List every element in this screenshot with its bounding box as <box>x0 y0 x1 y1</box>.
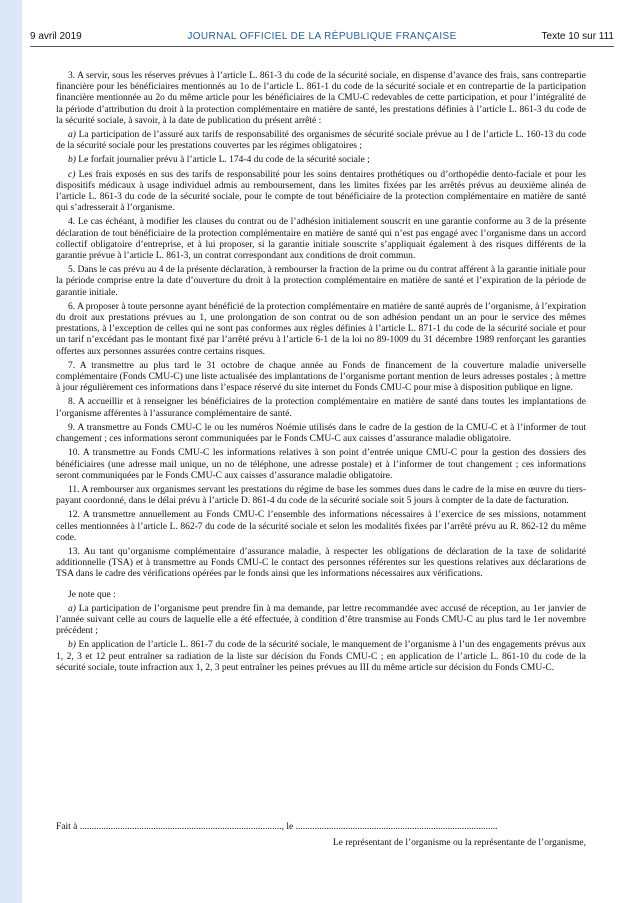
note-item-a-label: a) <box>68 603 76 614</box>
paragraph-7: 7. A transmettre au plus tard le 31 octobre de chaque année au Fonds de financement de la couverture maladie universelle complémentaire (Fonds CMU-C) une liste actualisée des implantations de l’organisme portant mention de leurs adresses postales ; à mettre à jour régulièrement ces informations dans l’espace réservé du site internet du Fonds CMU-C pour mise à disposition publique en ligne. <box>56 360 586 394</box>
paragraph-3: 3. A servir, sous les réserves prévues à l’article L. 861-3 du code de la sécurité sociale, en dispense d’avance des frais, sans contrepartie financière pour les bénéficiaires mentionnés au 1o de l’article L. 861-1 du code de la sécurité sociale et en contrepartie de la participation financière mentionnée au 2o du même article pour les bénéficiaires de la CMU-C redevables de cette participation, et pour l’intégralité de la période d’attribution du droit à la protection complémentaire en matière de santé, les prestations définies à l’article L. 861-3 du code de la sécurité sociale, à savoir, à la date de publication du présent arrêté : <box>56 71 586 126</box>
paragraph-13: 13. Au tant qu’organisme complémentaire d’assurance maladie, à respecter les obligations de déclaration de la taxe de solidarité additionnelle (TSA) et à transmettre au Fonds CMU-C le contact des personnes référentes sur les questions relatives aux déclarations de TSA dans le cadre des vérifications opérées par le fonds ainsi que les informations nécessaires aux vérifications. <box>56 546 586 580</box>
paragraph-11: 11. A rembourser aux organismes servant les prestations du régime de base les sommes dues dans le cadre de la mise en œuvre du tiers-payant coordonné, dans le délai prévu à l’article D. 861-4 du code de la sécurité sociale soit 5 jours à compter de la date de facturation. <box>56 484 586 507</box>
note-item-b <box>56 640 586 674</box>
item-c-label: c) <box>68 169 76 180</box>
paragraph-9: 9. A transmettre au Fonds CMU-C le ou les numéros Noémie utilisés dans le cadre de la gestion de la CMU-C et à l’informer de tout changement ; ces informations seront communiquées par le Fonds CMU-C aux caisses d’assurance maladie obligatoire. <box>56 422 586 445</box>
header-journal-title: JOURNAL OFFICIEL DE LA RÉPUBLIQUE FRANÇAISE <box>187 31 457 42</box>
paragraph-8: 8. A accueillir et à renseigner les bénéficiaires de la protection complémentaire en matière de santé dans toutes les implantations de l’organisme afférentes à l’assurance complémentaire de santé. <box>56 397 586 419</box>
item-a-text: La participation de l’assuré aux tarifs de responsabilité des organismes de sécurité sociale prévue au I de l’article L. 160-13 du code de la sécurité sociale pour les prestations couvertes par les régimes obligatoires ; <box>56 130 586 152</box>
paragraph-5: 5. Dans le cas prévu au 4 de la présente déclaration, à rembourser la fraction de la prime ou du contrat afférent à la garantie initiale pour la période comprise entre la date d’ouverture du droit à la protection complémentaire en matière de santé et l’expiration de la période de garantie initiale. <box>56 265 586 298</box>
signature-representative: Le représentant de l’organisme ou la représentante de l’organisme, <box>332 838 586 848</box>
page-header <box>30 30 614 47</box>
header-date: 9 avril 2019 <box>30 31 82 42</box>
document-body <box>56 71 586 677</box>
paragraph-4: 4. Le cas échéant, à modifier les clauses du contrat ou de l’adhésion initialement souscrit en une garantie conforme au 3 de la présente déclaration de tout bénéficiaire de la protection complémentaire en matière de santé qui n’est pas engagé avec l’organisme dans un accord collectif obligatoire d’entreprise, et à lui proposer, si la garantie initiale souscrite s’appliquait également à des risques différents de la garantie prévue à l’article L. 861-3, un contrat correspondant aux conditions de droit commun. <box>56 217 586 262</box>
page-margin-band <box>0 0 22 903</box>
item-a-label: a) <box>68 130 76 141</box>
paragraph-10: 10. A transmettre au Fonds CMU-C les informations relatives à son point d’entrée unique CMU-C pour la gestion des dossiers des bénéficiaires (une adresse mail unique, un no de téléphone, une adresse postale) et à l’informer de tout changement ; ces informations seront communiquées par le Fonds CMU-C aux caisses d’assurance maladie obligatoire. <box>56 448 586 481</box>
note-item-b-label: b) <box>68 640 76 651</box>
header-text-number: Texte 10 sur 111 <box>541 31 614 42</box>
item-c <box>56 170 586 215</box>
paragraph-6: 6. A proposer à toute personne ayant bénéficié de la protection complémentaire en matière de santé auprès de l’organisme, à l’expiration du droit aux prestations prévues au 1, une prolongation de son contrat ou de son adhésion pendant un an pour le service des mêmes prestations, à l’exception de celles qui ne sont pas conformes aux règles définies à l’article L. 871-1 du code de la sécurité sociale et pour un tarif n’excédant pas le montant fixé par l’arrêté prévu à l’article 6-1 de la loi no 89-1009 du 31 décembre 1989 renforçant les garanties offertes aux personnes assurées contre certains risques. <box>56 301 586 357</box>
item-c-text: Les frais exposés en sus des tarifs de responsabilité pour les soins dentaires prothétiques ou d’orthopédie dento-faciale et pour les dispositifs médicaux à usage individuel admis au remboursement, dans les limites fixées par les arrêtés prévus au deuxième alinéa de l’article L. 861-3 du code de la sécurité sociale, pour le compte de tout bénéficiaire de la protection complémentaire en matière de santé qui s’adresserait à l’organisme. <box>56 169 586 214</box>
note-item-b-text: En application de l’article L. 861-7 du code de la sécurité sociale, le manquement de l’organisme à l’un des engagements prévus aux 1, 2, 3 et 12 peut entraîner sa radiation de la liste sur décision du Fonds CMU-C ; en application de l’article L. 861-10 du code de la sécurité sociale, toute infraction aux 1, 2, 3 peut entraîner les peines prévues au III du même article sur décision du Fonds CMU-C. <box>56 640 586 673</box>
note-item-a <box>56 604 586 638</box>
paragraph-12: 12. A transmettre annuellement au Fonds CMU-C l’ensemble des informations nécessaires à l’exercice de ses missions, notamment celles mentionnées à l’article L. 862-7 du code de la sécurité sociale et selon les modalités fixées par l’arrêté prévu au R. 862-12 du même code. <box>56 510 586 543</box>
note-heading: Je note que : <box>68 589 116 600</box>
signature-place-date: Fait à ....................................................................................., le ..................................................................................... <box>56 822 498 832</box>
item-b <box>56 155 586 166</box>
item-b-label: b) <box>68 155 76 166</box>
item-a <box>56 130 586 152</box>
note-item-a-text: La participation de l’organisme peut prendre fin à ma demande, par lettre recommandée avec accusé de réception, au 1er janvier de l’année suivant celle au cours de laquelle elle a été effectuée, à condition d’être transmise au Fonds CMU-C au plus tard le 1er novembre précédent ; <box>56 603 586 637</box>
item-b-text: Le forfait journalier prévu à l’article L. 174-4 du code de la sécurité sociale ; <box>75 155 370 166</box>
